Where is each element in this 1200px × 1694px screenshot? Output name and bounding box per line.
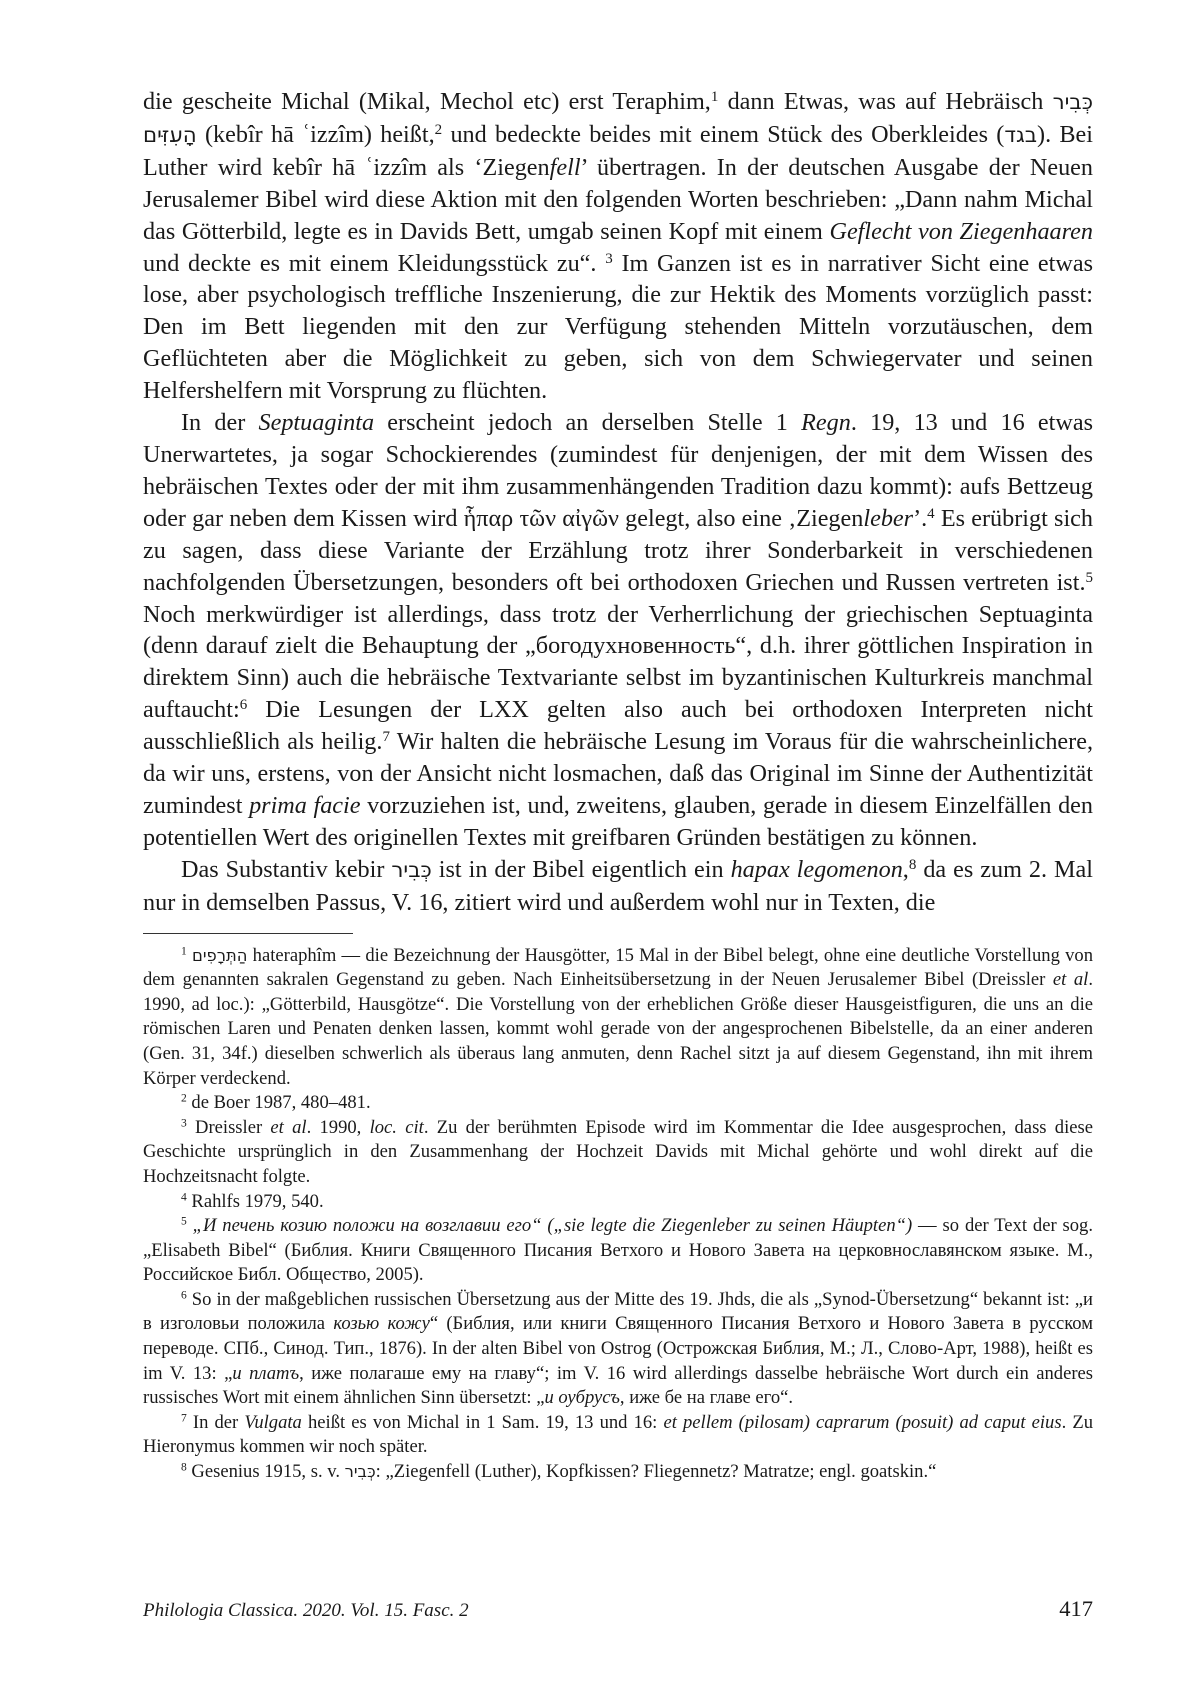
footnote-7 (143, 1411, 1093, 1460)
italic-run: hapax legomenon (730, 855, 903, 883)
text-run: : „Ziegenfell (Luther), Kopfkissen? Fliegennetz? Matratze; engl. goatskin.“ (375, 1461, 937, 1483)
italic-run: и оубрусъ (544, 1387, 620, 1409)
text-run: heißt es von Michal in 1 Sam. 19, 13 und 16: (301, 1411, 664, 1433)
text-run: , (902, 855, 909, 883)
text-run: ist in der Bibel eigentlich ein (431, 855, 731, 883)
footnote-2 (143, 1091, 1093, 1116)
italic-run: leber (863, 504, 914, 532)
italic-run: et al (1052, 969, 1089, 991)
footnote-ref-7[interactable]: 7 (382, 728, 390, 745)
footnote-number: 5 (181, 1215, 187, 1228)
text-run: . 1990, ad loc.): „Götterbild, Hausgötze“. Die Vorstellung von der erheblichen Größe dieser Hausgeistfiguren, die uns an die römischen Laren und Penaten denken lassen, kommt wohl gerade von der angesprochenen Bibelstelle, da an einer anderen (Gen. 31, 34f.) dieselben schwerlich als überaus lang anmuten, denn Rachel sitzt ja auf diesem Gegenstand, ihn mit ihrem Körper verdeckend. (143, 969, 1094, 1089)
italic-run: Geflecht von Ziegenhaaren (829, 217, 1093, 245)
footnotes (143, 944, 1093, 1485)
text-run: , иже полагаше ему на главу“; im V. 16 wird allerdings dasselbe hebräische Wort durch ein anderes russisches Wort mit einem ähnlichen Sinn übersetzt: „ (143, 1362, 1094, 1409)
text-run: da es zum 2. Mal nur in demselben Passus, V. 16, zitiert wird und außerdem wohl nur in Texten, die (143, 855, 1094, 916)
text-run: Noch merkwürdiger ist allerdings, dass trotz der Verherrlichung der griechischen Septuaginta (denn darauf zielt die Behauptung der „богодухновенность“, d.h. ihrer göttlichen Inspiration in direktem Sinn) auch die hebräische Textvariante selbst im byzantinischen Kulturkreis manchmal auftaucht: (143, 600, 1093, 724)
journal-citation: Philologia Classica. 2020. Vol. 15. Fasc. 2 (143, 1600, 469, 1621)
hebrew-term: כְּבִיר (391, 857, 432, 883)
footnote-ref-6[interactable]: 6 (239, 696, 248, 713)
footnote-number: 7 (181, 1412, 187, 1425)
italic-run: Vulgata (244, 1411, 302, 1433)
text-run: “ (Библия, или книги Священного Писания Ветхого и Нового Завета в русском переводе. СПб., Синод. Тип., 1876). In der alten Bibel von Ostrog (Острожская Библия, М.; Л., Слово-Арт, 1988), heißt es im V. 13: „ (143, 1313, 1094, 1384)
text-run: (kebîr hā ʿizzîm) heißt, (196, 120, 435, 148)
text-run: — so der Text der sog. „Elisabeth Bibel“ (Библия. Книги Священного Писания Ветхого и Нового Завета на церковнославянском языке. М., Российское Библ. Общество, 2005). (143, 1215, 1093, 1286)
footnote-separator (143, 933, 353, 934)
text-run: So in der maßgeblichen russischen Übersetzung aus der Mitte des 19. Jhds, die als „Synod-Übersetzung“ bekannt ist: „и в изголовьи положила (143, 1288, 1093, 1335)
footnote-ref-8[interactable]: 8 (908, 856, 917, 873)
text-run: ). Bei Luther wird kebîr hā ʿizzîm als ‘Ziegen (143, 120, 1094, 181)
italic-run: et pellem (pilosam) caprarum (posuit) ad caput eius (663, 1411, 1062, 1433)
footnote-ref-1[interactable]: 1 (710, 88, 719, 105)
text-run: hateraphîm — die Bezeichnung der Hausgötter, 15 Mal in der Bibel belegt, ohne eine deutliche Vorstellung von dem genannten sakralen Gegenstand zu geben. Nach Einheitsübersetzung in der Neuen Jerusalemer Bibel (Dreissler (143, 944, 1093, 991)
footnote-number: 3 (181, 1117, 187, 1130)
text-run: dann Etwas, was auf Hebräisch (718, 88, 1053, 115)
footnote-ref-2[interactable]: 2 (434, 121, 443, 138)
text-run: Rahlfs 1979, 540. (186, 1190, 324, 1212)
italic-run: „И печень козию положи на возглавии его“ („sie legte die Ziegenleber zu seinen Häupten“) (186, 1215, 913, 1237)
paragraph-3 (143, 854, 1093, 919)
paragraph-1 (143, 86, 1093, 407)
text-run: ’ übertragen. In der deutschen Ausgabe der Neuen Jerusalemer Bibel wird diese Aktion mit den folgenden Worten beschrieben: „Dann nahm Michal das Götterbild, legte es in Davids Bett, umgab seinen Kopf mit einem (143, 153, 1093, 245)
text-run: Dreissler (186, 1116, 271, 1138)
footnote-6 (143, 1288, 1093, 1411)
text-run: Es erübrigt sich zu sagen, dass diese Variante der Erzählung trotz ihrer Sonderbarkeit in verschiedenen nachfolgenden Übersetzungen, besonders oft bei orthodoxen Griechen und Russen vertreten ist. (143, 504, 1093, 596)
text-run: erscheint jedoch an derselben Stelle 1 (374, 409, 802, 437)
text-run: In der (186, 1411, 245, 1433)
footnote-number: 2 (181, 1092, 187, 1105)
footnote-number: 1 (181, 945, 187, 958)
footnote-number: 6 (181, 1289, 187, 1302)
footnote-number: 8 (181, 1461, 187, 1474)
footnote-5 (143, 1214, 1093, 1288)
italic-run: et al (270, 1116, 307, 1138)
text-run: ’. (913, 504, 928, 532)
text-run: Im Ganzen ist es in narrativer Sicht eine etwas lose, aber psychologisch treffliche Inszenierung, die zur Hektik des Moments vorzüglich passt: Den im Bett liegenden mit den zur Verfügung stehenden Mitteln vorzutäuschen, dem Geflüchteten aber die Möglichkeit zu geben, sich von dem Schwiegervater und seinen Helfershelfern mit Vorsprung zu flüchten. (143, 249, 1094, 405)
italic-run: козью кожу (333, 1313, 430, 1335)
text-run: . Zu Hieronymus kommen wir noch später. (143, 1411, 1093, 1458)
footnote-3 (143, 1116, 1093, 1190)
text-run: und deckte es mit einem Kleidungsstück zu“. (143, 249, 606, 277)
text-run: de Boer 1987, 480–481. (186, 1092, 371, 1114)
italic-run: Regn (801, 409, 851, 437)
text-run: und bedeckte beides mit einem Stück des Oberkleides ( (442, 120, 1005, 148)
text-run: Das Substantiv kebir (181, 855, 392, 883)
italic-run: Septuaginta (258, 409, 375, 437)
hebrew-term: הַתְּרָפִים (192, 945, 248, 965)
footnote-ref-5[interactable]: 5 (1085, 569, 1093, 586)
page-number: 417 (1059, 1596, 1093, 1621)
text-run: , иже бе на главе его“. (619, 1387, 794, 1409)
text-run: vorzuziehen ist, und, zweitens, glauben, gerade in diesem Einzelfällen den potentiellen Wert des originellen Textes mit greifbaren Gründen bestätigen zu können. (143, 791, 1094, 851)
footnote-ref-3[interactable]: 3 (605, 250, 613, 267)
text-run: Die Lesungen der LXX gelten also auch bei orthodoxen Interpreten nicht ausschließlich als heilig. (143, 696, 1093, 756)
text-run: Gesenius 1915, s. v. (186, 1461, 345, 1483)
text-run: die gescheite Michal (Mikal, Mechol etc) erst Teraphim, (143, 88, 711, 115)
footnote-ref-4[interactable]: 4 (927, 505, 935, 522)
footnote-4 (143, 1190, 1093, 1215)
text-run: . 19, 13 und 16 etwas Unerwartetes, ja sogar Schockierendes (zumindest für denjenigen, der mit dem Wissen des hebräischen Textes oder der mit ihm zusammenhängenden Tradition dazu kommt): aufs Bettzeug oder gar neben dem Kissen wird ἧπαρ τῶν αἰγῶν gelegt, also eine ‚Ziegen (143, 409, 1093, 532)
text-run: Wir halten die hebräische Lesung im Voraus für die wahrscheinlichere, da wir uns, erstens, von der Ansicht nicht losmachen, daß das Original im Sinne der Authentizität zumindest (143, 728, 1093, 819)
italic-run: loc. cit (369, 1116, 424, 1138)
italic-run: fell (549, 153, 581, 181)
footnote-number: 4 (181, 1191, 187, 1204)
hebrew-term: כְּבִיר הָעִזִּים (143, 90, 1093, 148)
text-run: . 1990, (306, 1116, 370, 1138)
paragraph-2 (143, 407, 1093, 854)
italic-run: и платъ (232, 1362, 300, 1384)
italic-run: prima facie (249, 791, 361, 819)
page-content (143, 86, 1093, 1485)
hebrew-term: כְּבִיר (344, 1462, 376, 1482)
footnote-8 (143, 1460, 1093, 1485)
hebrew-term: בגד (1004, 122, 1038, 148)
page-footer (143, 1596, 1093, 1628)
main-text (143, 86, 1093, 919)
footnote-1 (143, 944, 1093, 1092)
text-run: In der (181, 409, 259, 437)
text-run: . Zu der berühmten Episode wird im Kommentar die Idee ausgesprochen, dass diese Geschichte ursprünglich in den Zusammenhang der Hochzeit Davids mit Michal gehörte und wohl direkt auf die Hochzeitsnacht folgte. (143, 1116, 1094, 1187)
